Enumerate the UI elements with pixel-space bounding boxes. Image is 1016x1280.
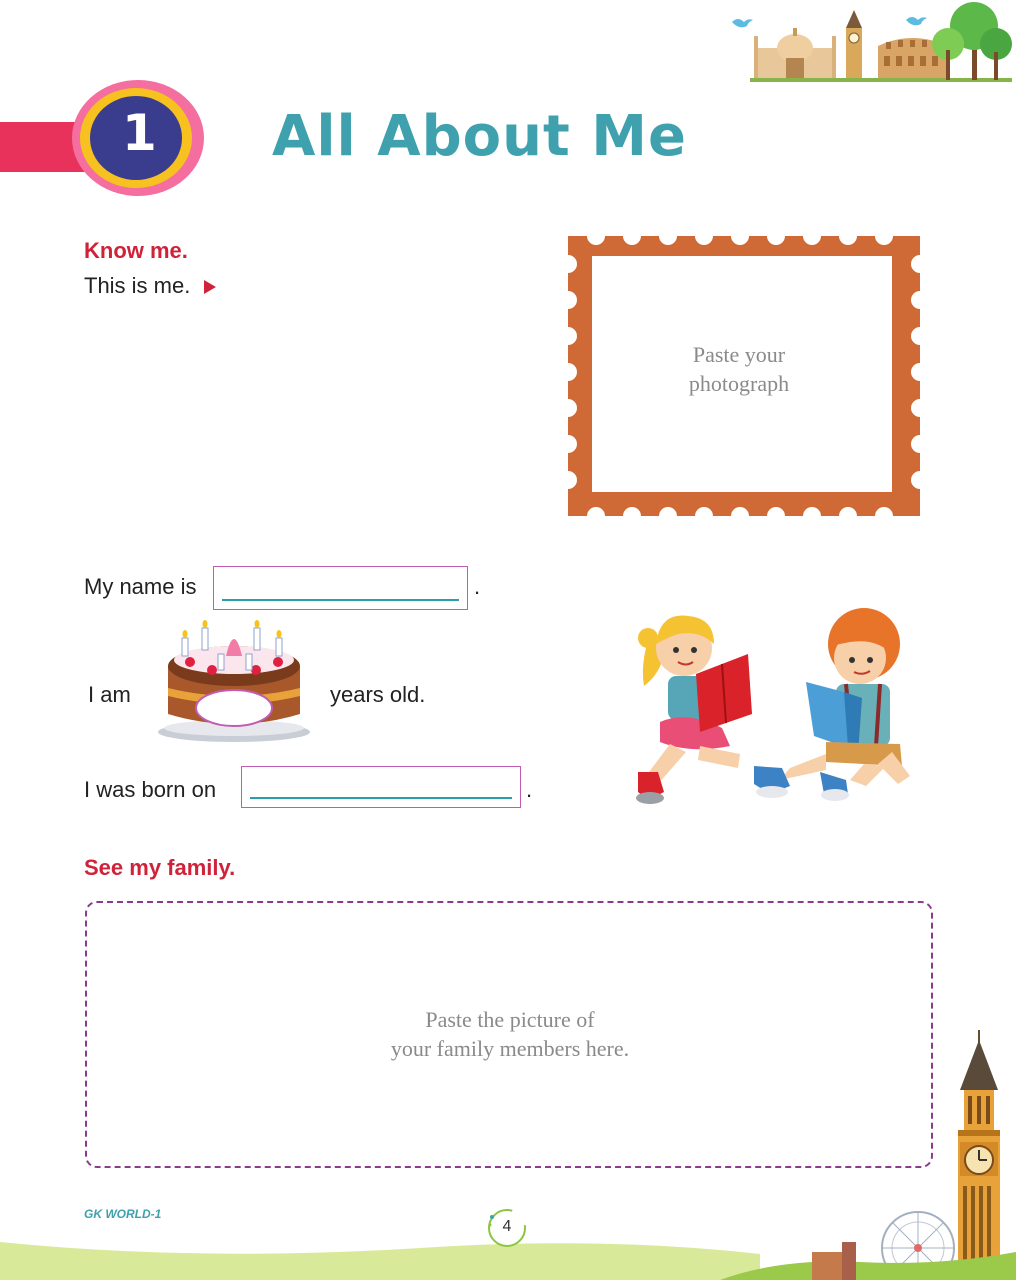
children-reading-icon — [630, 604, 914, 820]
family-placeholder-line-1: Paste the picture of — [425, 1007, 595, 1032]
born-field-line — [250, 797, 512, 799]
chapter-title: All About Me — [272, 104, 687, 169]
photo-placeholder[interactable] — [594, 340, 884, 398]
landmarks-skyline-icon — [720, 0, 1016, 90]
book-name-label: GK WORLD-1 — [84, 1207, 162, 1221]
name-field-line — [222, 599, 459, 601]
this-is-me-label: This is me. — [84, 273, 191, 298]
photo-placeholder-line-2: photograph — [688, 371, 790, 396]
born-field[interactable] — [241, 766, 521, 808]
bird-icon — [732, 17, 927, 27]
age-prefix: I am — [88, 682, 131, 707]
name-suffix: . — [474, 574, 481, 599]
see-my-family-heading: See my family. — [84, 855, 236, 880]
name-prefix: My name is — [84, 574, 197, 599]
birthday-cake-icon[interactable] — [156, 616, 312, 744]
chapter-number: 1 — [122, 104, 157, 162]
this-is-me-text — [84, 273, 218, 299]
born-suffix: . — [526, 777, 533, 802]
name-field[interactable] — [213, 566, 468, 610]
age-suffix: years old. — [330, 682, 426, 707]
family-placeholder — [260, 1005, 760, 1063]
know-me-heading: Know me. — [84, 238, 188, 263]
triangle-arrow-icon — [202, 279, 218, 295]
family-placeholder-line-2: your family members here. — [390, 1036, 630, 1061]
photo-placeholder-line-1: Paste your — [692, 342, 786, 367]
born-prefix: I was born on — [84, 777, 217, 802]
page-number: 4 — [502, 1218, 512, 1235]
